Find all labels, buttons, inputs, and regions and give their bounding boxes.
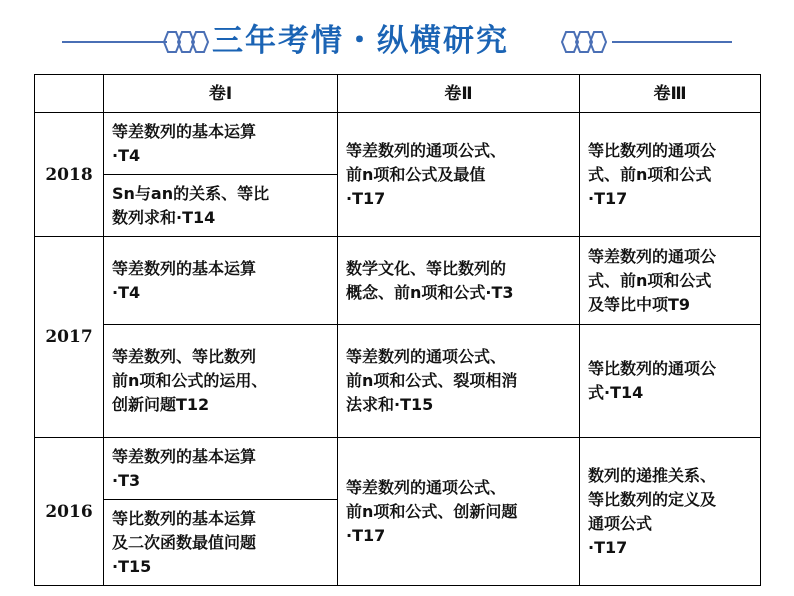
page-title: 三年考情・纵横研究 (212, 23, 509, 59)
column-header (35, 75, 104, 113)
table-cell: 等比数列的通项公 式、前n项和公式 ·T17 (580, 113, 761, 237)
table-cell: 等比数列的通项公 式·T14 (580, 325, 761, 438)
year-cell: 2016 (35, 438, 104, 586)
year-cell: 2018 (35, 113, 104, 237)
header-rule-right (612, 41, 732, 43)
table-row (35, 237, 761, 325)
table-row (35, 113, 761, 175)
rings-icon-left (160, 30, 212, 54)
table-cell: 等差数列的通项公式、 前n项和公式及最值 ·T17 (338, 113, 580, 237)
column-header: 卷Ⅲ (580, 75, 761, 113)
page-header (0, 0, 794, 62)
table-cell: 等差数列的基本运算 ·T4 (104, 113, 338, 175)
header-rule-left (62, 41, 167, 43)
table-cell: 数学文化、等比数列的 概念、前n项和公式·T3 (338, 237, 580, 325)
rings-icon-right (558, 30, 610, 54)
table-row (35, 438, 761, 500)
table-cell: 等差数列的通项公 式、前n项和公式 及等比中项T9 (580, 237, 761, 325)
table-cell: 数列的递推关系、 等比数列的定义及 通项公式 ·T17 (580, 438, 761, 586)
exam-analysis-table (34, 74, 761, 586)
table-cell: 等比数列的基本运算 及二次函数最值问题 ·T15 (104, 500, 338, 586)
table-cell: Sn与an的关系、等比 数列求和·T14 (104, 175, 338, 237)
table-cell: 等差数列的基本运算 ·T4 (104, 237, 338, 325)
column-header: 卷Ⅰ (104, 75, 338, 113)
table-row (35, 325, 761, 438)
table-cell: 等差数列的基本运算 ·T3 (104, 438, 338, 500)
table-header-row (35, 75, 761, 113)
table-cell: 等差数列的通项公式、 前n项和公式、裂项相消 法求和·T15 (338, 325, 580, 438)
column-header: 卷Ⅱ (338, 75, 580, 113)
table-cell: 等差数列、等比数列 前n项和公式的运用、 创新问题T12 (104, 325, 338, 438)
table-cell: 等差数列的通项公式、 前n项和公式、创新问题 ·T17 (338, 438, 580, 586)
year-cell: 2017 (35, 237, 104, 438)
